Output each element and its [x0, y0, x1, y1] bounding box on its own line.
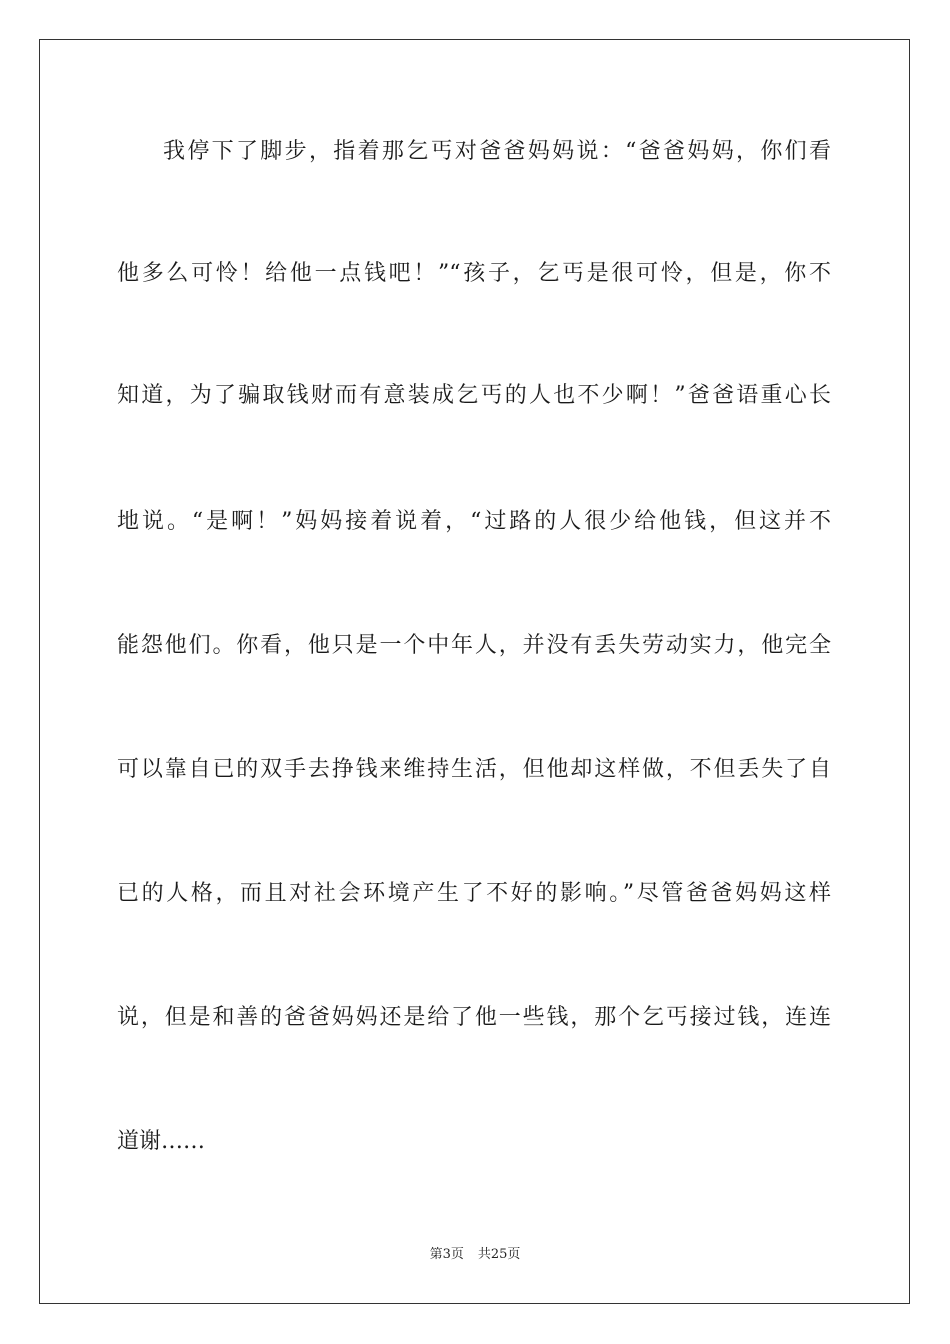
paragraph-line-1: 我停下了脚步，指着那乞丐对爸爸妈妈说：“爸爸妈妈，你们看	[163, 139, 831, 164]
paragraph-line-4: 地说。“是啊！”妈妈接着说着，“过路的人很少给他钱，但这并不	[117, 509, 831, 534]
paragraph-line-6: 可以靠自已的双手去挣钱来维持生活，但他却这样做，不但丢失了自	[117, 757, 831, 782]
paragraph-line-2: 他多么可怜！给他一点钱吧！”“孩子，乞丐是很可怜，但是，你不	[117, 261, 831, 286]
page-footer	[0, 1246, 950, 1264]
page-border	[39, 39, 910, 1304]
paragraph-line-7: 已的人格，而且对社会环境产生了不好的影响。”尽管爸爸妈妈这样	[117, 881, 831, 906]
paragraph-line-9: 道谢……	[117, 1129, 206, 1154]
current-page-label: 第3页	[429, 1247, 464, 1262]
paragraph-line-8: 说，但是和善的爸爸妈妈还是给了他一些钱，那个乞丐接过钱，连连	[117, 1005, 831, 1030]
paragraph-line-5: 能怨他们。你看，他只是一个中年人，并没有丢失劳动实力，他完全	[117, 633, 831, 658]
total-pages-label: 共25页	[477, 1247, 521, 1262]
paragraph-line-3: 知道，为了骗取钱财而有意装成乞丐的人也不少啊！”爸爸语重心长	[117, 383, 831, 408]
